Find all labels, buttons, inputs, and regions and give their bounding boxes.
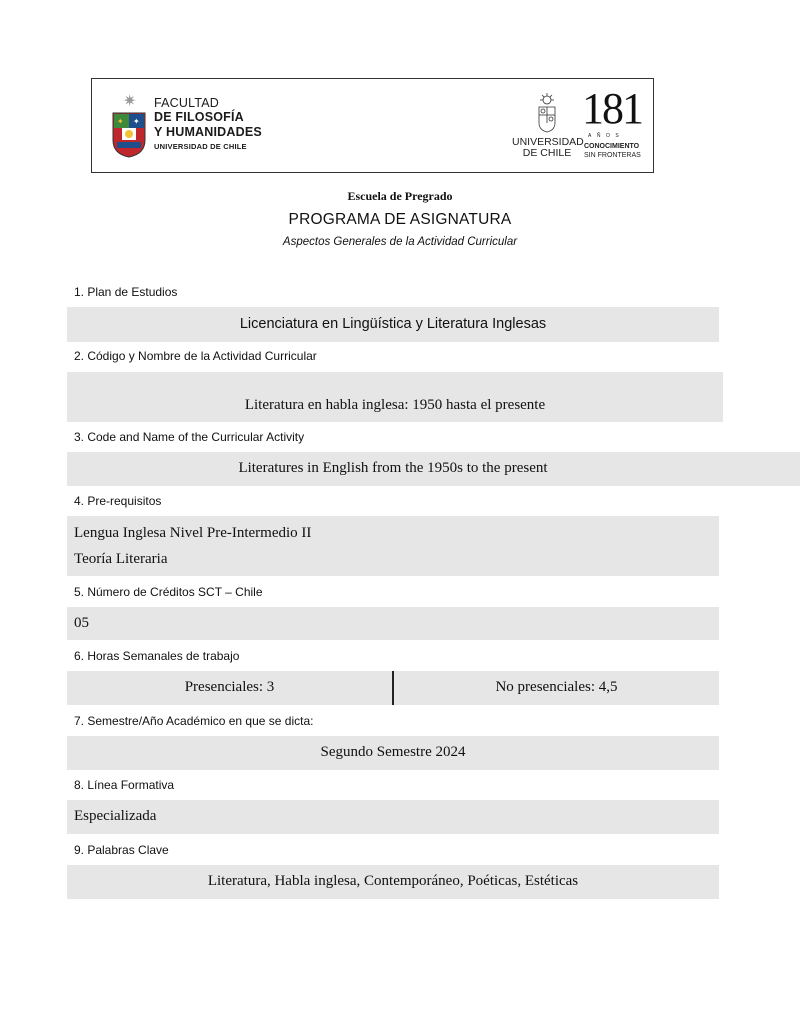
section-box-plan [67, 307, 719, 342]
section-label-palabras: 9. Palabras Clave [74, 843, 169, 857]
svg-text:✦: ✦ [117, 117, 124, 126]
section-value-semestre: Segundo Semestre 2024 [320, 744, 466, 760]
anniversary-tagline1: CONOCIMIENTO [584, 143, 640, 150]
section-value-codigo: Literatura en habla inglesa: 1950 hasta el presente [244, 397, 546, 413]
section-value-presenciales: Presenciales: 3 [184, 679, 275, 695]
section-value-prerequisito-1: Lengua Inglesa Nivel Pre-Intermedio II [74, 525, 312, 541]
section-value-no-presenciales: No presenciales: 4,5 [495, 679, 618, 695]
faculty-line2: DE FILOSOFÍA [154, 110, 244, 124]
anniversary-number: 181 [582, 84, 642, 133]
faculty-line1: FACULTAD [154, 96, 220, 110]
section-label-plan: 1. Plan de Estudios [74, 285, 178, 299]
section-label-codigo: 2. Código y Nombre de la Actividad Curricular [74, 349, 317, 363]
anniversary-tagline [584, 143, 641, 160]
section-label-code: 3. Code and Name of the Curricular Activity [74, 430, 305, 444]
section-box-creditos [67, 607, 719, 640]
section-label-prerequisitos: 4. Pre-requisitos [74, 494, 162, 508]
section-value-code: Literatures in English from the 1950s to the present [238, 460, 548, 476]
section-label-creditos: 5. Número de Créditos SCT – Chile [74, 585, 263, 599]
page-subtitle: Aspectos Generales de la Actividad Curricular [282, 236, 518, 248]
section-box-codigo [67, 372, 723, 422]
faculty-shield-icon [112, 112, 146, 158]
svg-text:✦: ✦ [133, 117, 140, 126]
university-line2: DE CHILE [522, 147, 572, 159]
school-heading: Escuela de Pregrado [347, 189, 453, 203]
university-emblem-icon [533, 93, 561, 133]
section-label-linea: 8. Línea Formativa [74, 778, 175, 792]
faculty-line4: UNIVERSIDAD DE CHILE [154, 142, 247, 151]
anniversary-anos: AÑOS [588, 133, 625, 139]
section-box-palabras [67, 865, 719, 899]
section-box-linea [67, 800, 719, 834]
section-box-semestre [67, 736, 719, 770]
section-box-prerequisitos [67, 516, 719, 576]
faculty-crest-logo [112, 94, 146, 160]
faculty-name [154, 96, 262, 153]
university-line1: UNIVERSIDAD [512, 136, 584, 148]
section-value-prerequisito-2: Teoría Literaria [74, 551, 168, 567]
section-value-creditos: 05 [74, 615, 89, 631]
section-box-horas [67, 671, 719, 705]
header-logos-box [91, 78, 654, 173]
section-value-palabras: Literatura, Habla inglesa, Contemporáneo, Poéticas, Estéticas [207, 873, 579, 889]
section-value-plan: Licenciatura en Lingüística y Literatura Inglesas [239, 316, 547, 332]
faculty-line3: Y HUMANIDADES [154, 125, 262, 139]
section-value-linea: Especializada [74, 808, 157, 824]
section-label-horas: 6. Horas Semanales de trabajo [74, 649, 240, 663]
section-box-code [67, 452, 800, 486]
section-label-semestre: 7. Semestre/Año Académico en que se dicta: [74, 714, 314, 728]
university-name [512, 137, 582, 159]
page-title: PROGRAMA DE ASIGNATURA [288, 211, 512, 228]
anniversary-tagline2: SIN FRONTERAS [584, 151, 641, 159]
star-icon: ✷ [123, 93, 137, 110]
